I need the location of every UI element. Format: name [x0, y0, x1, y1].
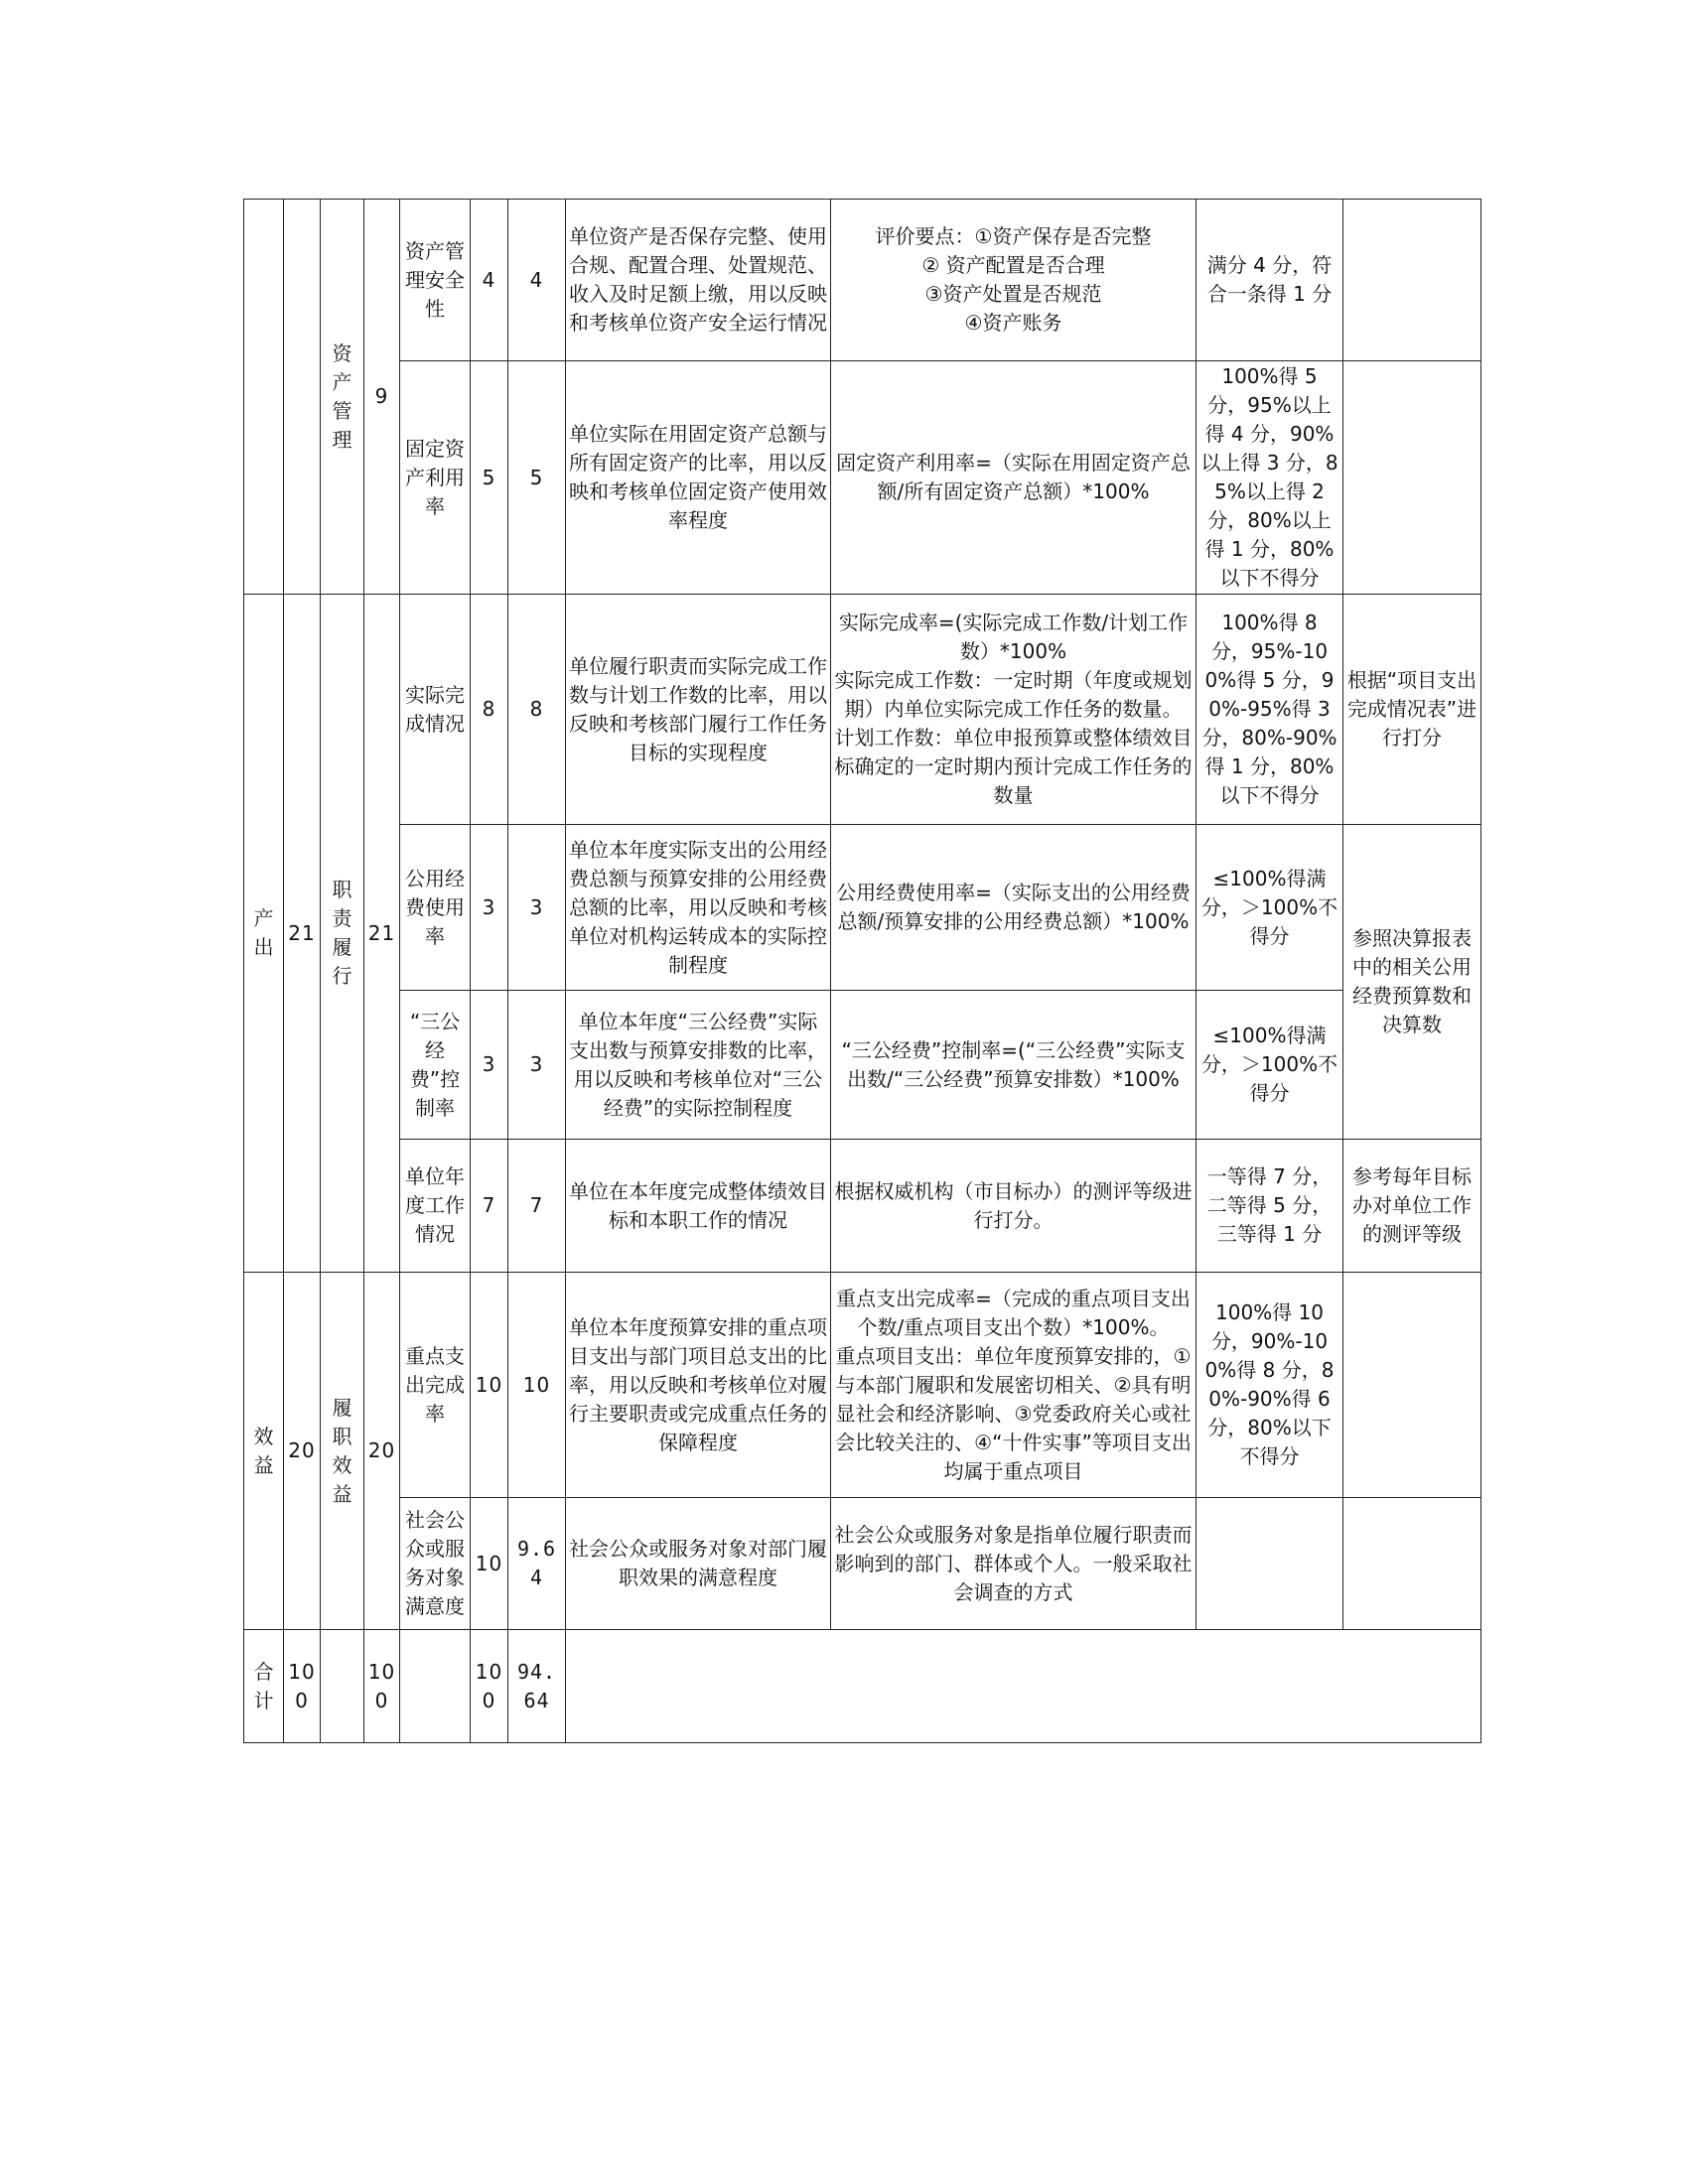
- standard-cell: 100%得 8 分，95%-100%得 5 分，90%-95%得 3 分，80%-90%得 1 分，80%以下不得分: [1196, 595, 1343, 825]
- score-cell: 9.64: [508, 1498, 566, 1630]
- score-cell: 8: [508, 595, 566, 825]
- note-cell: [1343, 200, 1481, 361]
- category-score-cell: 21: [364, 595, 400, 1273]
- weight-cell: 3: [471, 825, 508, 991]
- method-paragraph: 计划工作数：单位申报预算或整体绩效目标确定的一定时期内预计完成工作任务的数量: [834, 726, 1193, 807]
- method-paragraph: 实际完成率=(实际完成工作数/计划工作数）*100%: [838, 611, 1189, 663]
- total-empty-cell: [400, 1630, 471, 1743]
- indicator-cell: 社会公众或服务对象满意度: [400, 1498, 471, 1630]
- description-cell: 单位实际在用固定资产总额与所有固定资产的比率，用以反映和考核单位固定资产使用效率程度: [566, 361, 831, 595]
- weight-cell: 4: [471, 200, 508, 361]
- weight-cell: 5: [471, 361, 508, 595]
- category-cell: 资产管理: [321, 200, 364, 595]
- weight-cell: 10: [471, 1498, 508, 1630]
- category-score-cell: 20: [364, 1273, 400, 1630]
- indicator-cell: “三公经费”控制率: [400, 991, 471, 1140]
- evaluation-table: [243, 199, 1481, 1743]
- method-cell: “三公经费”控制率=(“三公经费”实际支出数/“三公经费”预算安排数）*100%: [831, 991, 1196, 1140]
- total-category-score-cell: 100: [364, 1630, 400, 1743]
- level1-cell: 效益: [244, 1273, 284, 1630]
- standard-cell: 一等得 7 分，二等得 5 分，三等得 1 分: [1196, 1140, 1343, 1273]
- weight-cell: 8: [471, 595, 508, 825]
- level1-score-cell: [284, 200, 321, 595]
- method-paragraph: 重点项目支出：单位年度预算安排的，①与本部门履职和发展密切相关、②具有明显社会和经济影响、③党委政府关心或社会比较关注的、④“十件实事”等项目支出均属于重点项目: [835, 1343, 1192, 1483]
- total-row: [244, 1630, 1481, 1743]
- level1-cell: [244, 200, 284, 595]
- note-cell: 参考每年目标办对单位工作的测评等级: [1343, 1140, 1481, 1273]
- description-cell: 单位本年度实际支出的公用经费总额与预算安排的公用经费总额的比率，用以反映和考核单位对机构运转成本的实际控制程度: [566, 825, 831, 991]
- total-weight-cell: 100: [471, 1630, 508, 1743]
- method-cell: [831, 200, 1196, 361]
- method-paragraph: 实际完成工作数：一定时期（年度或规划期）内单位实际完成工作任务的数量。: [834, 668, 1193, 721]
- score-cell: 7: [508, 1140, 566, 1273]
- description-cell: 社会公众或服务对象对部门履职效果的满意程度: [566, 1498, 831, 1630]
- indicator-cell: 单位年度工作情况: [400, 1140, 471, 1273]
- method-cell: [831, 1273, 1196, 1498]
- weight-cell: 7: [471, 1140, 508, 1273]
- note-cell: [1343, 361, 1481, 595]
- score-cell: 10: [508, 1273, 566, 1498]
- total-level1-score-cell: 100: [284, 1630, 321, 1743]
- weight-cell: 10: [471, 1273, 508, 1498]
- standard-cell: 满分 4 分，符合一条得 1 分: [1196, 200, 1343, 361]
- note-cell: [1343, 1273, 1481, 1498]
- category-cell: 履职效益: [321, 1273, 364, 1630]
- method-cell: 固定资产利用率=（实际在用固定资产总额/所有固定资产总额）*100%: [831, 361, 1196, 595]
- method-cell: 根据权威机构（市目标办）的测评等级进行打分。: [831, 1140, 1196, 1273]
- category-score-cell: 9: [364, 200, 400, 595]
- method-cell: 公用经费使用率=（实际支出的公用经费总额/预算安排的公用经费总额）*100%: [831, 825, 1196, 991]
- note-cell: 参照决算报表中的相关公用经费预算数和决算数: [1343, 825, 1481, 1140]
- total-score-cell: 94.64: [508, 1630, 566, 1743]
- level1-score-cell: 20: [284, 1273, 321, 1630]
- description-cell: 单位本年度预算安排的重点项目支出与部门项目总支出的比率，用以反映和考核单位对履行主要职责或完成重点任务的保障程度: [566, 1273, 831, 1498]
- table-row: [244, 825, 1481, 991]
- table-row: [244, 361, 1481, 595]
- note-cell: 根据“项目支出完成情况表”进行打分: [1343, 595, 1481, 825]
- description-cell: 单位履行职责而实际完成工作数与计划工作数的比率，用以反映和考核部门履行工作任务目标的实现程度: [566, 595, 831, 825]
- score-cell: 4: [508, 200, 566, 361]
- description-cell: 单位本年度“三公经费”实际支出数与预算安排数的比率，用以反映和考核单位对“三公经费”的实际控制程度: [566, 991, 831, 1140]
- total-label-cell: 合计: [244, 1630, 284, 1743]
- indicator-cell: 重点支出完成率: [400, 1273, 471, 1498]
- description-cell: 单位在本年度完成整体绩效目标和本职工作的情况: [566, 1140, 831, 1273]
- score-cell: 3: [508, 991, 566, 1140]
- method-cell: [831, 595, 1196, 825]
- category-cell: 职责履行: [321, 595, 364, 1273]
- table-row: [244, 991, 1481, 1140]
- indicator-cell: 实际完成情况: [400, 595, 471, 825]
- indicator-cell: 资产管理安全性: [400, 200, 471, 361]
- standard-cell: 100%得 5 分，95%以上得 4 分，90%以上得 3 分，85%以上得 2 分，80%以上得 1 分，80%以下不得分: [1196, 361, 1343, 595]
- table-row: [244, 1498, 1481, 1630]
- score-cell: 3: [508, 825, 566, 991]
- total-empty-cell: [566, 1630, 1481, 1743]
- level1-cell: 产出: [244, 595, 284, 1273]
- level1-score-cell: 21: [284, 595, 321, 1273]
- weight-cell: 3: [471, 991, 508, 1140]
- table-row: [244, 1140, 1481, 1273]
- note-cell: [1343, 1498, 1481, 1630]
- method-line: ③资产处置是否规范: [924, 282, 1102, 306]
- standard-cell: ≤100%得满分，＞100%不得分: [1196, 991, 1343, 1140]
- total-empty-cell: [321, 1630, 364, 1743]
- table-row: [244, 200, 1481, 361]
- standard-cell: ≤100%得满分，＞100%不得分: [1196, 825, 1343, 991]
- standard-cell: [1196, 1498, 1343, 1630]
- description-cell: 单位资产是否保存完整、使用合规、配置合理、处置规范、收入及时足额上缴，用以反映和考核单位资产安全运行情况: [566, 200, 831, 361]
- table-row: [244, 595, 1481, 825]
- method-line: 评价要点：①资产保存是否完整: [875, 224, 1152, 248]
- method-line: ④资产账务: [964, 311, 1062, 335]
- method-paragraph: 重点支出完成率=（完成的重点项目支出个数/重点项目支出个数）*100%。: [836, 1286, 1191, 1339]
- method-line: ② 资产配置是否合理: [921, 253, 1105, 277]
- standard-cell: 100%得 10 分，90%-100%得 8 分，80%-90%得 6 分，80%以下不得分: [1196, 1273, 1343, 1498]
- method-cell: 社会公众或服务对象是指单位履行职责而影响到的部门、群体或个人。一般采取社会调查的方式: [831, 1498, 1196, 1630]
- score-cell: 5: [508, 361, 566, 595]
- indicator-cell: 公用经费使用率: [400, 825, 471, 991]
- indicator-cell: 固定资产利用率: [400, 361, 471, 595]
- table-row: [244, 1273, 1481, 1498]
